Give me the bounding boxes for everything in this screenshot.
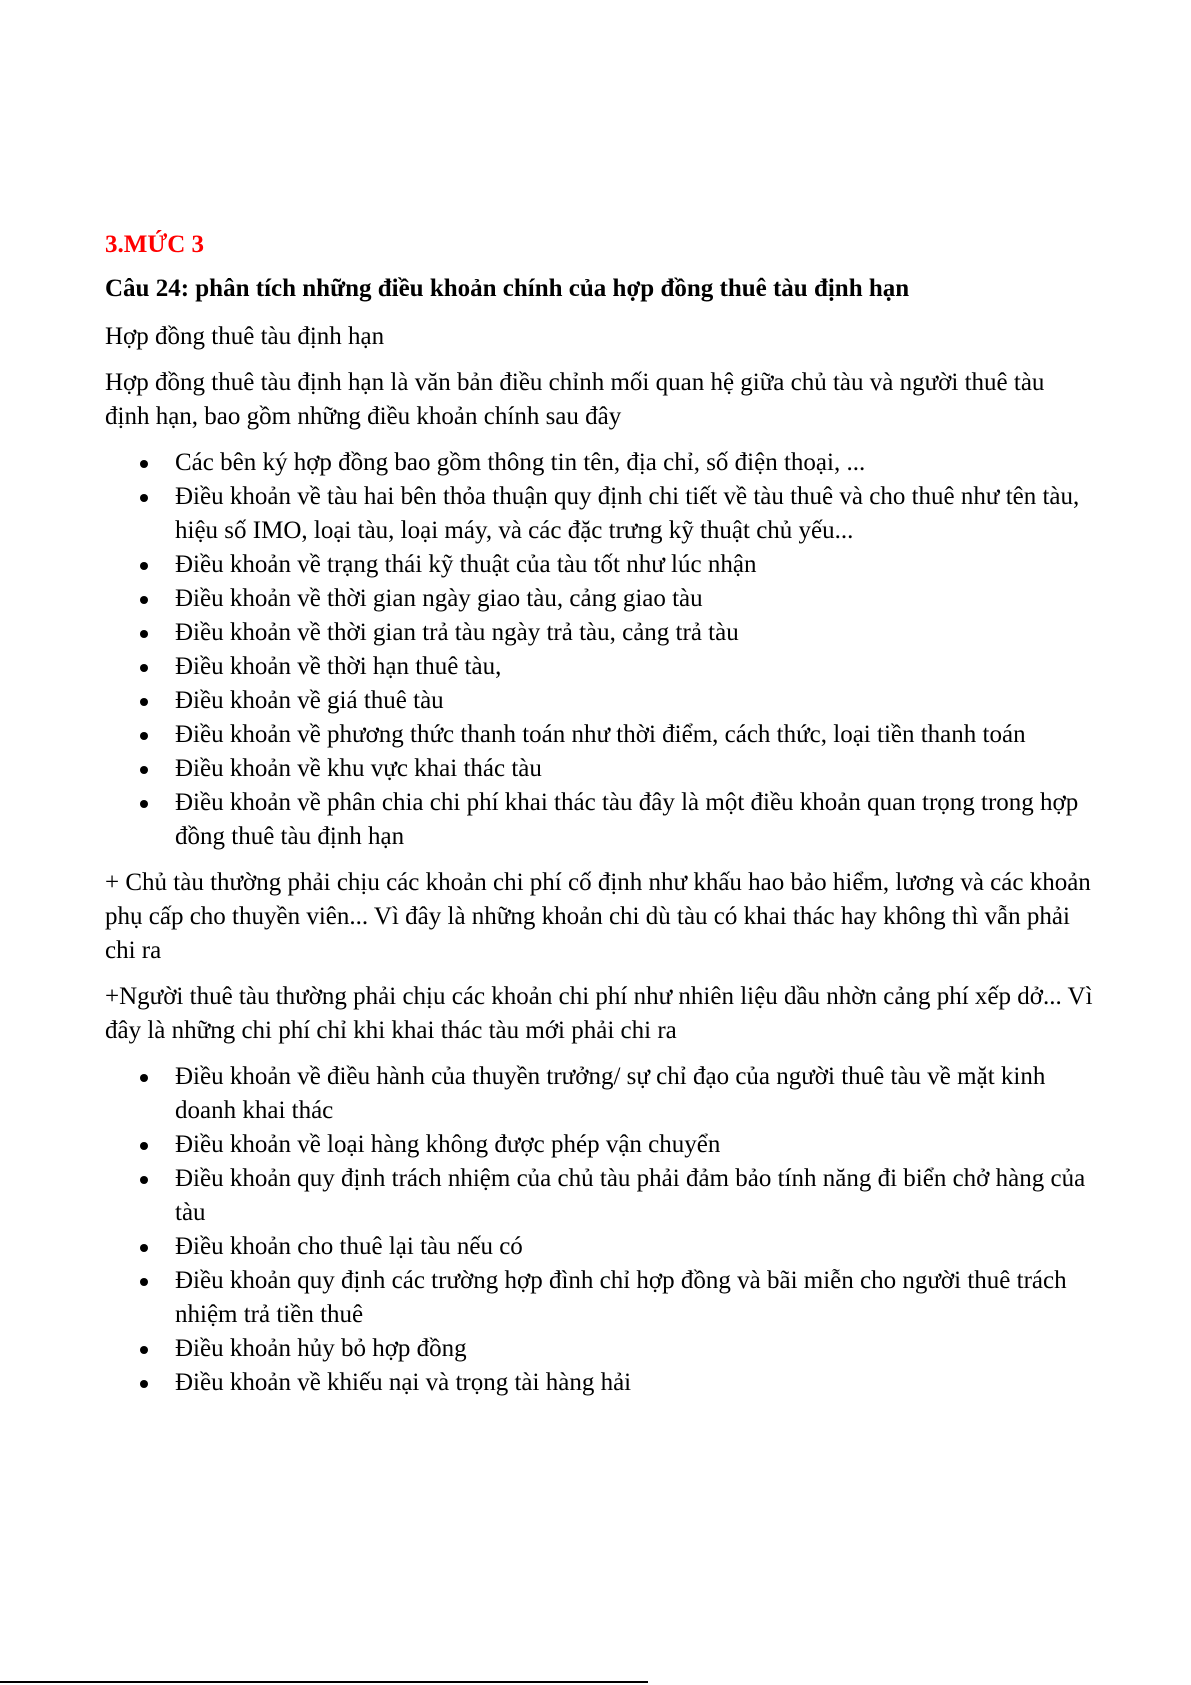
list-item-text: Điều khoản về tàu hai bên thỏa thuận quy định chi tiết về tàu thuê và cho thuê như tên tàu, hiệu số IMO, loại tàu, loại máy, và các đặc trưng kỹ thuật chủ yếu...	[175, 483, 1080, 544]
list-item	[105, 718, 1095, 752]
charterer-costs-paragraph: +Người thuê tàu thường phải chịu các khoản chi phí như nhiên liệu dầu nhờn cảng phí xếp dở... Vì đây là những chi phí chỉ khi khai thác tàu mới phải chi ra	[105, 983, 1093, 1044]
list-item	[105, 1264, 1095, 1332]
list-item	[105, 480, 1095, 548]
list-item-text: Điều khoản về khiếu nại và trọng tài hàng hải	[175, 1369, 632, 1396]
bullet-icon	[140, 664, 148, 672]
clause-list-2	[105, 1060, 1095, 1400]
bullet-icon	[140, 1244, 148, 1252]
list-item-text: Điều khoản về phân chia chi phí khai thác tàu đây là một điều khoản quan trọng trong hợp đồng thuê tàu định hạn	[175, 789, 1079, 850]
list-item	[105, 684, 1095, 718]
list-item-text: Các bên ký hợp đồng bao gồm thông tin tên, địa chỉ, số điện thoại, ...	[175, 449, 866, 476]
list-item-text: Điều khoản về thời gian ngày giao tàu, cảng giao tàu	[175, 585, 703, 612]
list-item-text: Điều khoản về loại hàng không được phép vận chuyển	[175, 1131, 721, 1158]
list-item-text: Điều khoản về thời gian trả tàu ngày trả tàu, cảng trả tàu	[175, 619, 739, 646]
list-item	[105, 752, 1095, 786]
bullet-icon	[140, 1278, 148, 1286]
list-item	[105, 582, 1095, 616]
list-item-text: Điều khoản về phương thức thanh toán như thời điểm, cách thức, loại tiền thanh toán	[175, 721, 1026, 748]
list-item	[105, 1366, 1095, 1400]
bullet-icon	[140, 1142, 148, 1150]
bullet-icon	[140, 698, 148, 706]
document-page	[105, 228, 1095, 1412]
list-item	[105, 786, 1095, 854]
list-item-text: Điều khoản về khu vực khai thác tàu	[175, 755, 542, 782]
bullet-icon	[140, 766, 148, 774]
list-item	[105, 548, 1095, 582]
list-item	[105, 1162, 1095, 1230]
list-item	[105, 1128, 1095, 1162]
question-heading: Câu 24: phân tích những điều khoản chính của hợp đồng thuê tàu định hạn	[105, 275, 910, 302]
list-item	[105, 616, 1095, 650]
bullet-icon	[140, 1176, 148, 1184]
list-item-text: Điều khoản về điều hành của thuyền trưởng/ sự chỉ đạo của người thuê tàu về mặt kinh doanh khai thác	[175, 1063, 1046, 1124]
intro-text: Hợp đồng thuê tàu định hạn là văn bản điều chỉnh mối quan hệ giữa chủ tàu và người thuê tàu định hạn, bao gồm những điều khoản chính sau đây	[105, 369, 1045, 430]
list-item-text: Điều khoản cho thuê lại tàu nếu có	[175, 1233, 523, 1260]
list-item-text: Điều khoản quy định các trường hợp đình chỉ hợp đồng và bãi miễn cho người thuê trách nhiệm trả tiền thuê	[175, 1267, 1067, 1328]
bullet-icon	[140, 1074, 148, 1082]
bullet-icon	[140, 800, 148, 808]
list-item	[105, 1332, 1095, 1366]
section-heading: 3.MỨC 3	[105, 231, 205, 258]
bullet-icon	[140, 460, 148, 468]
list-item	[105, 1060, 1095, 1128]
list-item-text: Điều khoản quy định trách nhiệm của chủ tàu phải đảm bảo tính năng đi biển chở hàng của tàu	[175, 1165, 1086, 1226]
list-item-text: Điều khoản hủy bỏ hợp đồng	[175, 1335, 467, 1362]
clause-list-1	[105, 446, 1095, 854]
list-item	[105, 1230, 1095, 1264]
bullet-icon	[140, 1380, 148, 1388]
list-item	[105, 650, 1095, 684]
bullet-icon	[140, 630, 148, 638]
owner-costs-paragraph: + Chủ tàu thường phải chịu các khoản chi phí cố định như khấu hao bảo hiểm, lương và các khoản phụ cấp cho thuyền viên... Vì đây là những khoản chi dù tàu có khai thác hay không thì vẫn phải chi ra	[105, 869, 1091, 964]
list-item-text: Điều khoản về thời hạn thuê tàu,	[175, 653, 502, 680]
bullet-icon	[140, 494, 148, 502]
list-item-text: Điều khoản về giá thuê tàu	[175, 687, 444, 714]
list-item	[105, 446, 1095, 480]
bullet-icon	[140, 562, 148, 570]
bottom-rule	[0, 1681, 648, 1683]
intro-title: Hợp đồng thuê tàu định hạn	[105, 323, 385, 350]
bullet-icon	[140, 732, 148, 740]
list-item-text: Điều khoản về trạng thái kỹ thuật của tàu tốt như lúc nhận	[175, 551, 757, 578]
bullet-icon	[140, 596, 148, 604]
bullet-icon	[140, 1346, 148, 1354]
